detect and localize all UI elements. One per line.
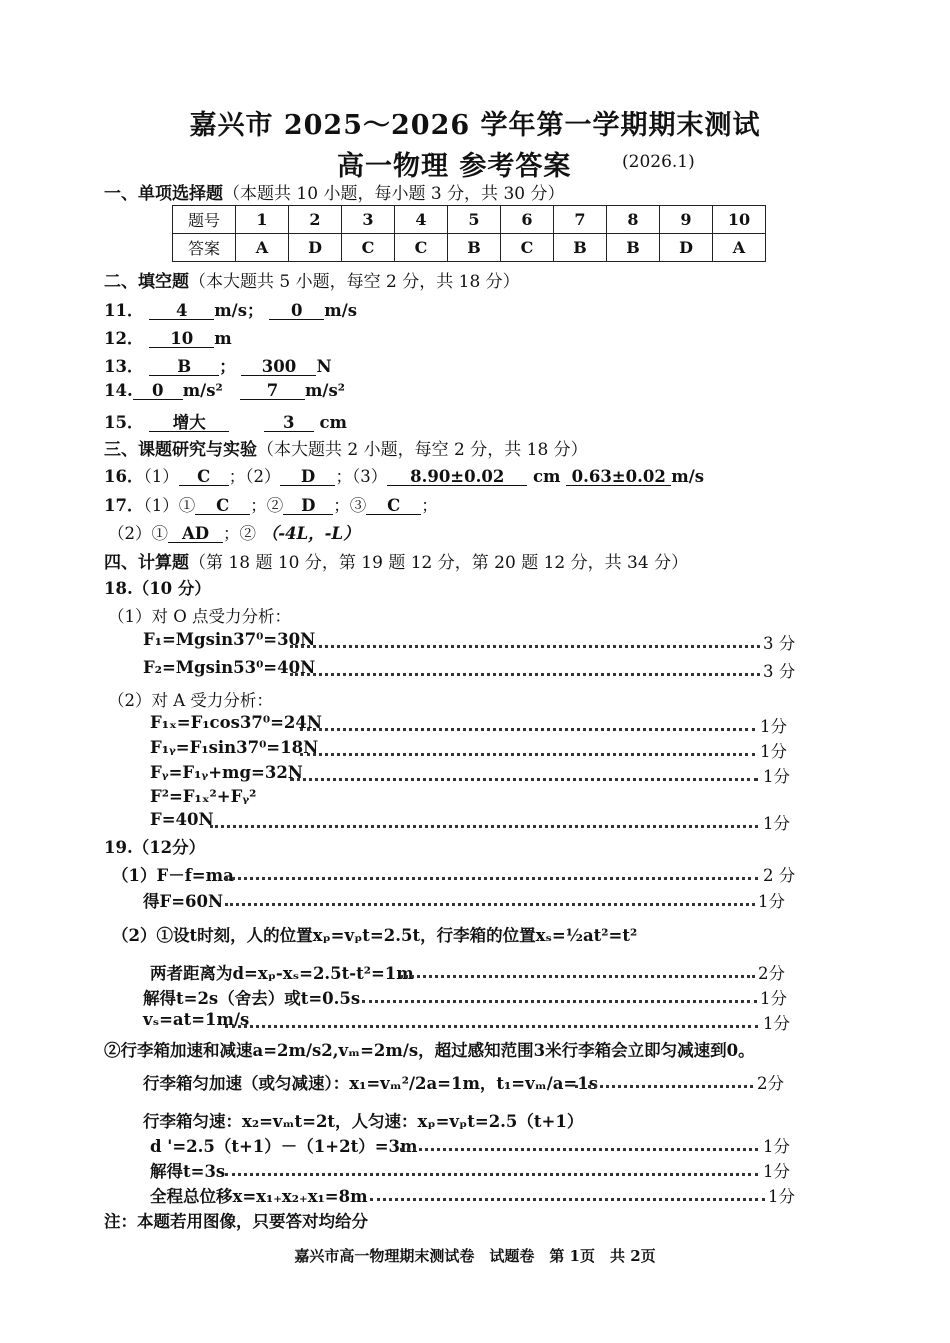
question-18-part2: （2）对 A 受力分析：: [108, 691, 273, 710]
question-12: 12． 10 m: [104, 329, 232, 348]
score-label: 1分: [768, 1187, 795, 1206]
table-cell-number: 7: [554, 206, 607, 234]
answer-blank: 4: [149, 302, 214, 320]
table-cell-answer: A: [713, 234, 766, 262]
formula-line: 解得t=3s: [150, 1162, 226, 1181]
formula-line: ②行李箱加速和减速a=2m/s2,vₘ=2m/s，超过感知范围3米行李箱会立即匀减速到0。: [104, 1041, 755, 1060]
formula-line: （2）①设t时刻，人的位置xₚ=vₚt=2.5t，行李箱的位置xₛ=½at²=t²: [112, 926, 638, 945]
table-cell-number: 2: [289, 206, 342, 234]
answer-blank: 7: [240, 382, 305, 400]
answer-blank: 10: [149, 330, 214, 348]
table-row-label: 答案: [173, 234, 236, 262]
table-cell-answer: C: [342, 234, 395, 262]
formula-line: F₁ₓ=F₁cos37⁰=24N: [150, 713, 322, 732]
dotted-leader: [290, 645, 760, 648]
question-17-part1: 17．（1）① C ；② D ；③ C ；: [104, 496, 438, 515]
score-label: 3 分: [763, 662, 796, 681]
table-cell-answer: C: [501, 234, 554, 262]
table-cell-number: 4: [395, 206, 448, 234]
dotted-leader: [400, 1148, 758, 1151]
formula-line: 解得t=2s（舍去）或t=0.5s: [143, 989, 361, 1008]
answer-blank: 3: [264, 414, 314, 432]
formula-line: 行李箱匀速：x₂=vₘt=2t，人匀速：xₚ=vₚt=2.5（t+1）: [143, 1112, 584, 1131]
answer-blank: D: [280, 468, 335, 486]
section-3-heading: 三、课题研究与实验（本大题共 2 小题，每空 2 分，共 18 分）: [104, 440, 588, 460]
table-cell-answer: D: [289, 234, 342, 262]
answer-blank: C: [366, 497, 421, 515]
question-14: 14. 0 m/s² 7 m/s²: [104, 381, 345, 400]
table-cell-number: 3: [342, 206, 395, 234]
question-17-part2: （2）① AD ；② （-4L，-L）: [108, 524, 360, 543]
table-cell-number: 10: [713, 206, 766, 234]
score-label: 1分: [760, 717, 787, 736]
dotted-leader: [300, 728, 755, 731]
score-label: 1分: [763, 1162, 790, 1181]
answer-blank: C: [195, 497, 250, 515]
dotted-leader: [575, 1085, 753, 1088]
answer-blank: 0.63±0.02: [566, 468, 671, 486]
table-cell-answer: B: [448, 234, 501, 262]
dotted-leader: [370, 1198, 765, 1201]
question-16: 16．（1） C ；（2） D ；（3） 8.90±0.02 cm 0.63±0.02 m/s: [104, 467, 705, 486]
score-label: 1分: [763, 767, 790, 786]
document-subtitle: 高一物理 参考答案: [337, 151, 572, 182]
answer-blank: 0: [133, 382, 183, 400]
table-row: [173, 234, 766, 262]
table-cell-answer: A: [236, 234, 289, 262]
dotted-leader: [362, 1000, 757, 1003]
section-1-heading: 一、单项选择题（本题共 10 小题，每小题 3 分，共 30 分）: [104, 184, 565, 204]
table-row-label: 题号: [173, 206, 236, 234]
score-label: 1分: [760, 989, 787, 1008]
formula-line: F₁ᵧ=F₁sin37⁰=18N: [150, 738, 319, 757]
section-4-heading: 四、计算题（第 18 题 10 分，第 19 题 12 分，第 20 题 12 分，共 34 分）: [104, 553, 689, 573]
table-cell-answer: B: [607, 234, 660, 262]
formula-line: d '=2.5（t+1）－（1+2t）=3m: [150, 1137, 418, 1156]
document-date: (2026.1): [622, 152, 695, 172]
dotted-leader: [225, 1173, 758, 1176]
answer-blank: 0: [269, 302, 324, 320]
formula-line: F=40N: [150, 810, 214, 829]
table-row: [173, 206, 766, 234]
score-label: 3 分: [763, 634, 796, 653]
formula-line: （1）F－f=ma: [112, 866, 234, 885]
answer-blank: AD: [168, 525, 223, 543]
formula-line: 全程总位移x=x₁₊x₂₊x₁=8m: [150, 1187, 368, 1206]
answer-blank: C: [179, 468, 229, 486]
question-18-part1: （1）对 O 点受力分析：: [108, 607, 292, 626]
answer-table: [172, 205, 766, 262]
score-label: 1分: [763, 1014, 790, 1033]
question-13: 13． B ； 300 N: [104, 357, 332, 376]
table-cell-number: 8: [607, 206, 660, 234]
dotted-leader: [290, 673, 760, 676]
answer-blank: 8.90±0.02: [387, 468, 527, 486]
table-cell-answer: D: [660, 234, 713, 262]
table-cell-number: 9: [660, 206, 713, 234]
formula-line: 得F=60N: [143, 892, 224, 911]
answer-blank: 300: [241, 358, 316, 376]
table-cell-number: 6: [501, 206, 554, 234]
dotted-leader: [225, 903, 755, 906]
formula-line: vₛ=at=1m/s: [143, 1010, 250, 1029]
table-cell-number: 1: [236, 206, 289, 234]
score-label: 1分: [758, 892, 785, 911]
score-label: 2分: [757, 1074, 784, 1093]
dotted-leader: [225, 1025, 758, 1028]
table-cell-answer: C: [395, 234, 448, 262]
answer-blank: D: [283, 497, 333, 515]
dotted-leader: [400, 975, 755, 978]
table-cell-number: 5: [448, 206, 501, 234]
question-11: 11． 4 m/s； 0 m/s: [104, 301, 358, 320]
score-label: 2 分: [763, 866, 796, 885]
score-label: 1分: [760, 742, 787, 761]
question-18-title: 18.（10 分）: [104, 579, 211, 598]
document-title: 嘉兴市 2025～2026 学年第一学期期末测试: [189, 110, 761, 141]
answer-blank: B: [149, 358, 219, 376]
formula-line: F₁=Mgsin37⁰=30N: [143, 630, 316, 649]
formula-line: Fᵧ=F₁ᵧ+mg=32N: [150, 763, 303, 782]
formula-line: F²=F₁ₓ²+Fᵧ²: [150, 787, 257, 806]
question-15: 15． 增大 3 cm: [104, 413, 347, 432]
score-label: 1分: [763, 1137, 790, 1156]
dotted-leader: [300, 753, 755, 756]
score-label: 1分: [763, 814, 790, 833]
closing-note: 注：本题若用图像，只要答对均给分: [104, 1212, 368, 1231]
score-label: 2分: [758, 964, 785, 983]
question-19-title: 19.（12分）: [104, 838, 206, 857]
formula-line: F₂=Mgsin53⁰=40N: [143, 658, 316, 677]
dotted-leader: [225, 877, 758, 880]
section-2-heading: 二、填空题（本大题共 5 小题，每空 2 分，共 18 分）: [104, 272, 520, 292]
dotted-leader: [290, 778, 758, 781]
formula-line: 行李箱匀加速（或匀减速）：x₁=vₘ²/2a=1m，t₁=vₘ/a=1s: [143, 1074, 599, 1093]
answer-blank: 增大: [149, 414, 229, 432]
dotted-leader: [210, 825, 758, 828]
page-footer: 嘉兴市高一物理期末测试卷 试题卷 第 1页 共 2页: [294, 1247, 656, 1265]
formula-line: 两者距离为d=xₚ-xₛ=2.5t-t²=1m: [150, 964, 414, 983]
table-cell-answer: B: [554, 234, 607, 262]
